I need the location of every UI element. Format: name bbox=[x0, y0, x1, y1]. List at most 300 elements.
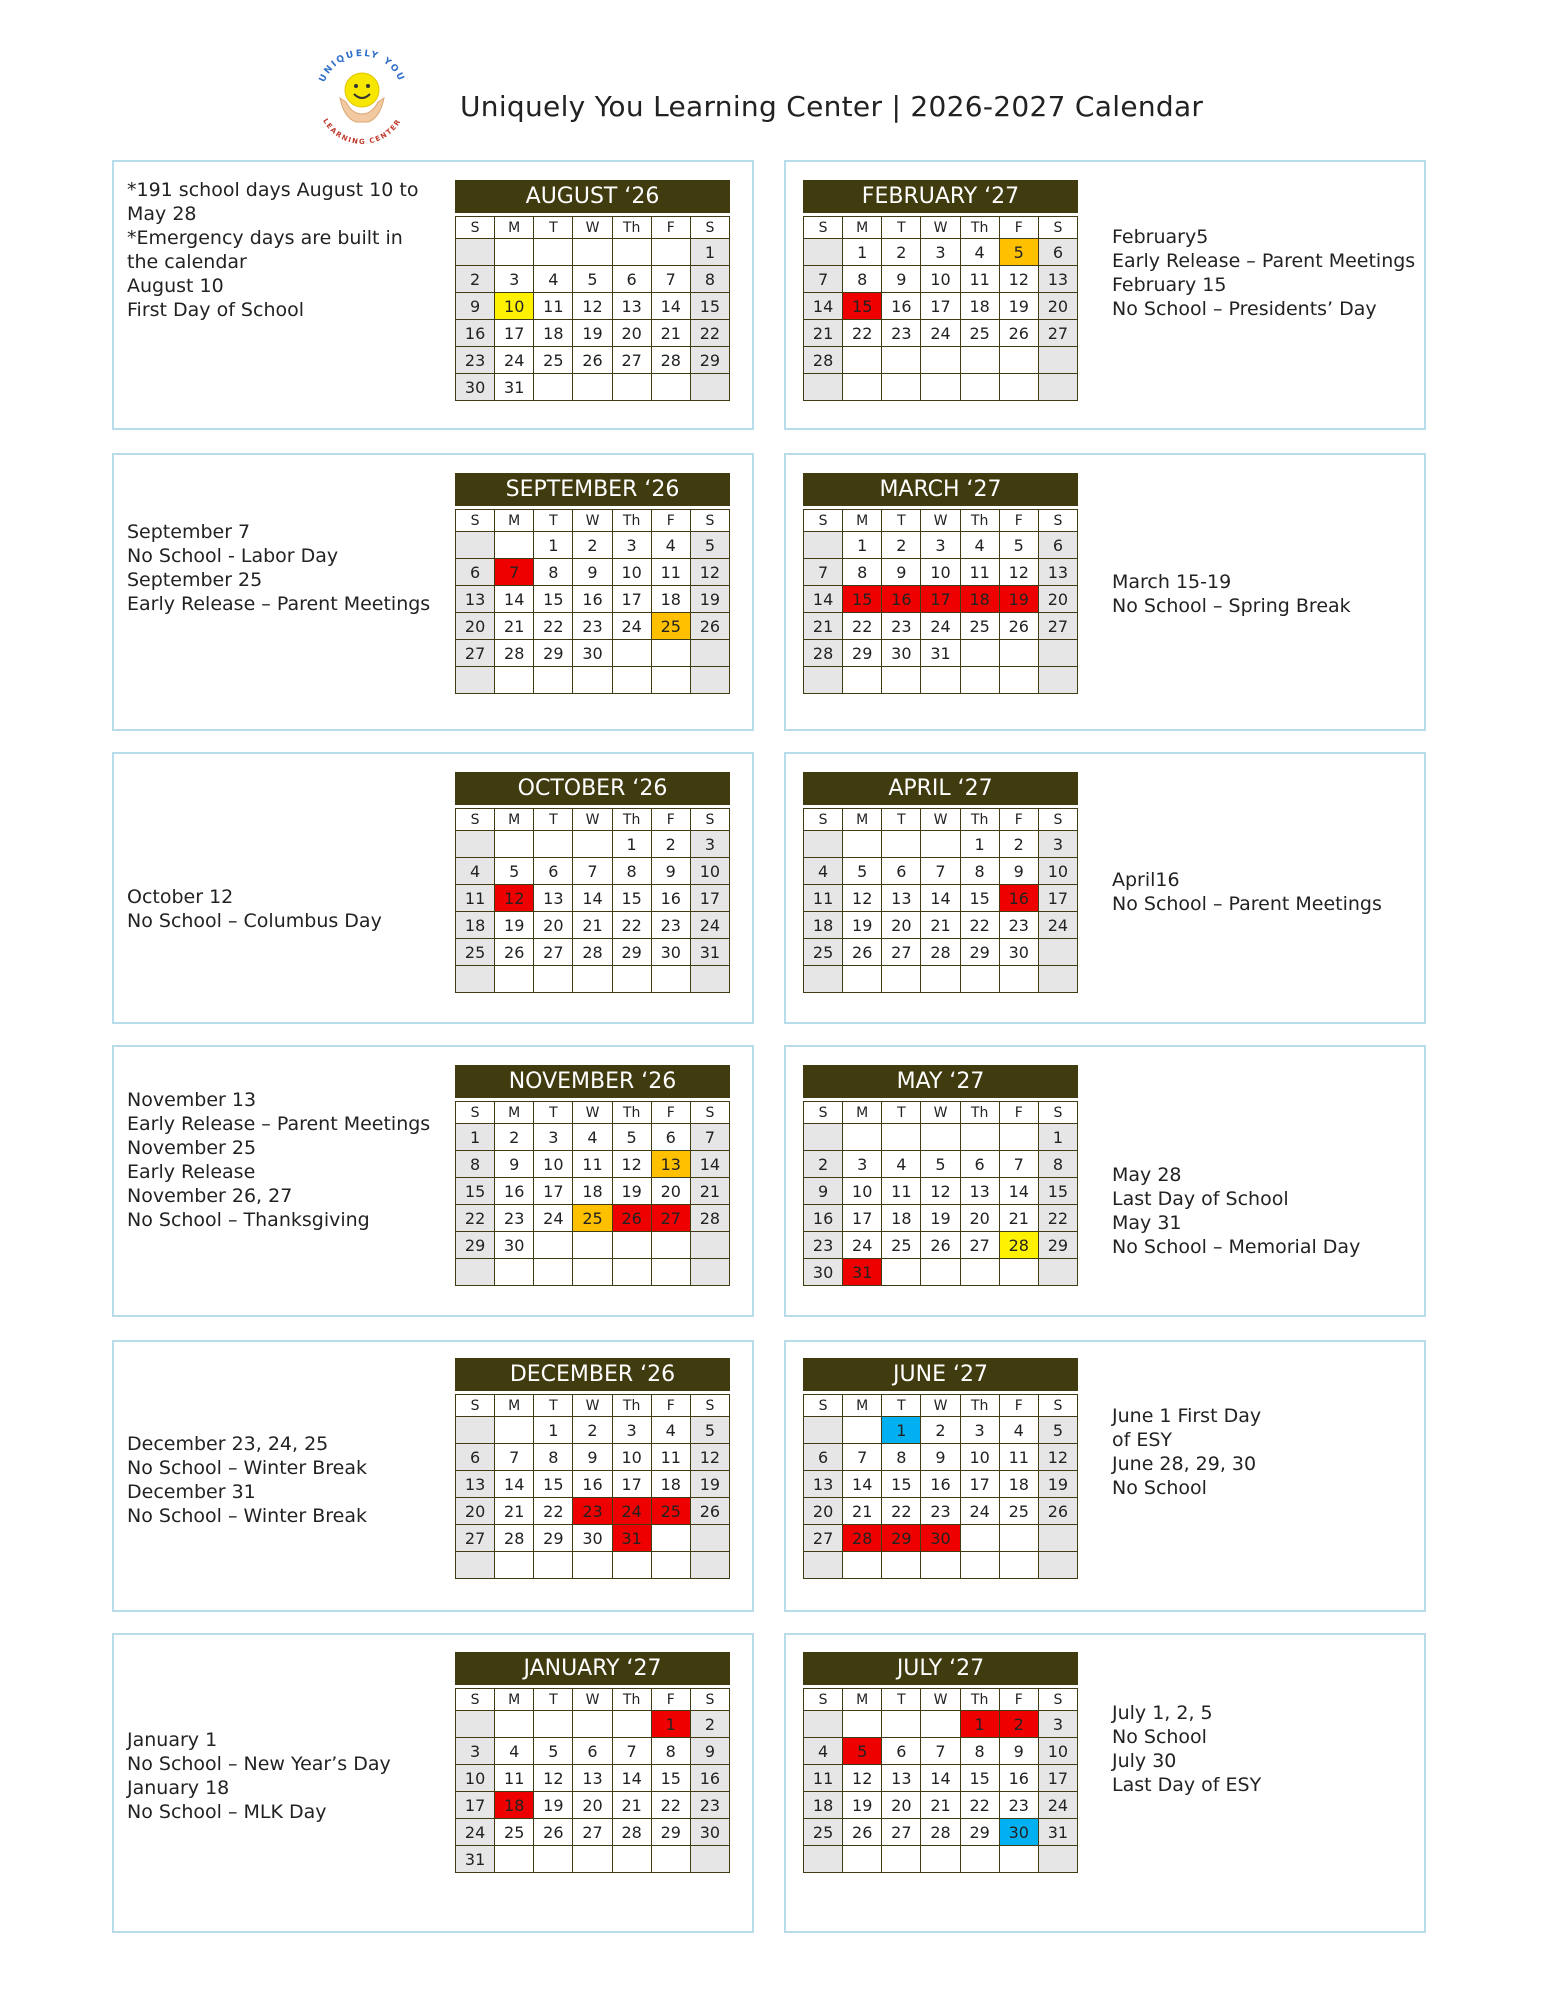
day-cell bbox=[651, 374, 690, 401]
note-line: February5 bbox=[1112, 226, 1209, 248]
weekday-label: S bbox=[1038, 1395, 1077, 1417]
week-row bbox=[456, 1417, 730, 1444]
day-cell: 10 bbox=[1038, 1738, 1077, 1765]
note-line: *Emergency days are built in bbox=[127, 227, 403, 249]
day-cell: 26 bbox=[573, 347, 612, 374]
day-cell bbox=[495, 1417, 534, 1444]
day-cell: 2 bbox=[999, 1711, 1038, 1738]
week-row bbox=[804, 1471, 1078, 1498]
day-cell bbox=[843, 1846, 882, 1873]
day-cell bbox=[573, 831, 612, 858]
day-cell bbox=[804, 1552, 843, 1579]
day-cell: 27 bbox=[573, 1819, 612, 1846]
note-line: No School – Spring Break bbox=[1112, 595, 1351, 617]
day-cell bbox=[843, 966, 882, 993]
weekday-header-row bbox=[456, 809, 730, 831]
weekday-label: M bbox=[843, 1102, 882, 1124]
day-cell bbox=[573, 1259, 612, 1286]
day-cell: 24 bbox=[612, 613, 651, 640]
weekday-label: T bbox=[534, 1102, 573, 1124]
day-cell bbox=[573, 1552, 612, 1579]
week-row bbox=[804, 1552, 1078, 1579]
day-cell bbox=[456, 1711, 495, 1738]
day-cell: 6 bbox=[882, 858, 921, 885]
month-notes bbox=[1112, 570, 1351, 618]
day-cell: 19 bbox=[612, 1178, 651, 1205]
day-cell: 8 bbox=[534, 1444, 573, 1471]
day-cell: 9 bbox=[999, 1738, 1038, 1765]
day-cell bbox=[999, 347, 1038, 374]
day-cell: 5 bbox=[921, 1151, 960, 1178]
weekday-label: Th bbox=[612, 217, 651, 239]
day-cell: 20 bbox=[960, 1205, 999, 1232]
day-cell: 2 bbox=[804, 1151, 843, 1178]
day-cell: 21 bbox=[843, 1498, 882, 1525]
day-cell: 3 bbox=[843, 1151, 882, 1178]
day-cell: 29 bbox=[960, 939, 999, 966]
week-row bbox=[804, 320, 1078, 347]
weekday-label: M bbox=[843, 217, 882, 239]
day-cell bbox=[690, 1232, 729, 1259]
day-cell bbox=[1038, 667, 1077, 694]
day-cell bbox=[1038, 347, 1077, 374]
day-cell: 17 bbox=[960, 1471, 999, 1498]
day-cell: 24 bbox=[1038, 912, 1077, 939]
weekday-header-row bbox=[804, 1395, 1078, 1417]
note-line: October 12 bbox=[127, 886, 234, 908]
day-cell: 18 bbox=[495, 1792, 534, 1819]
week-row bbox=[804, 1738, 1078, 1765]
weekday-header-row bbox=[804, 1102, 1078, 1124]
week-row bbox=[456, 640, 730, 667]
note-line: No School – Columbus Day bbox=[127, 910, 382, 932]
note-line: the calendar bbox=[127, 251, 247, 273]
day-cell: 5 bbox=[690, 1417, 729, 1444]
week-row bbox=[804, 347, 1078, 374]
day-cell: 7 bbox=[495, 559, 534, 586]
day-cell: 1 bbox=[882, 1417, 921, 1444]
day-cell bbox=[534, 831, 573, 858]
day-cell: 11 bbox=[804, 885, 843, 912]
day-cell bbox=[573, 1846, 612, 1873]
day-cell bbox=[573, 1232, 612, 1259]
day-cell: 27 bbox=[1038, 613, 1077, 640]
week-row bbox=[804, 667, 1078, 694]
day-cell: 15 bbox=[651, 1765, 690, 1792]
logo-top-text: UNIQUELY YOU bbox=[317, 48, 407, 84]
day-cell: 22 bbox=[651, 1792, 690, 1819]
weekday-label: M bbox=[495, 809, 534, 831]
day-cell bbox=[651, 667, 690, 694]
day-cell: 13 bbox=[456, 586, 495, 613]
day-cell: 11 bbox=[882, 1178, 921, 1205]
day-cell: 12 bbox=[1038, 1444, 1077, 1471]
week-row bbox=[804, 912, 1078, 939]
day-cell: 14 bbox=[921, 885, 960, 912]
weekday-header-row bbox=[456, 1689, 730, 1711]
month-calendar bbox=[455, 1358, 730, 1579]
note-line: July 1, 2, 5 bbox=[1112, 1702, 1213, 1724]
week-row bbox=[804, 1124, 1078, 1151]
day-cell: 28 bbox=[573, 939, 612, 966]
weekday-label: S bbox=[456, 217, 495, 239]
day-cell bbox=[612, 1711, 651, 1738]
week-row bbox=[456, 1711, 730, 1738]
day-cell bbox=[804, 374, 843, 401]
day-cell: 14 bbox=[651, 293, 690, 320]
week-row bbox=[456, 293, 730, 320]
day-cell: 26 bbox=[843, 939, 882, 966]
day-cell: 22 bbox=[843, 613, 882, 640]
day-cell: 23 bbox=[456, 347, 495, 374]
week-row bbox=[456, 559, 730, 586]
day-cell: 27 bbox=[651, 1205, 690, 1232]
note-line: May 28 bbox=[127, 203, 197, 225]
day-cell: 20 bbox=[882, 912, 921, 939]
day-cell: 22 bbox=[612, 912, 651, 939]
day-cell: 25 bbox=[456, 939, 495, 966]
weekday-label: S bbox=[690, 1395, 729, 1417]
day-cell: 8 bbox=[960, 1738, 999, 1765]
day-cell: 15 bbox=[1038, 1178, 1077, 1205]
weekday-label: F bbox=[651, 217, 690, 239]
day-cell: 7 bbox=[690, 1124, 729, 1151]
day-cell: 14 bbox=[999, 1178, 1038, 1205]
month-calendar bbox=[803, 180, 1078, 401]
weekday-label: F bbox=[651, 809, 690, 831]
note-line: No School – Winter Break bbox=[127, 1457, 367, 1479]
day-cell: 16 bbox=[651, 885, 690, 912]
week-row bbox=[456, 667, 730, 694]
day-cell: 14 bbox=[804, 293, 843, 320]
weekday-label: S bbox=[690, 217, 729, 239]
day-cell: 6 bbox=[1038, 239, 1077, 266]
day-cell: 25 bbox=[804, 939, 843, 966]
day-cell bbox=[690, 966, 729, 993]
day-cell: 30 bbox=[573, 1525, 612, 1552]
weekday-header-row bbox=[804, 1689, 1078, 1711]
day-cell: 10 bbox=[612, 1444, 651, 1471]
day-cell: 10 bbox=[921, 559, 960, 586]
day-cell bbox=[456, 239, 495, 266]
day-cell: 21 bbox=[804, 613, 843, 640]
weekday-label: S bbox=[690, 510, 729, 532]
day-cell: 30 bbox=[921, 1525, 960, 1552]
day-cell bbox=[960, 1525, 999, 1552]
month-title: DECEMBER ‘26 bbox=[455, 1358, 730, 1391]
day-cell: 31 bbox=[612, 1525, 651, 1552]
day-cell: 9 bbox=[804, 1178, 843, 1205]
day-cell bbox=[882, 1552, 921, 1579]
day-cell: 20 bbox=[882, 1792, 921, 1819]
day-cell bbox=[804, 667, 843, 694]
note-line: of ESY bbox=[1112, 1429, 1173, 1451]
day-cell: 11 bbox=[960, 266, 999, 293]
week-row bbox=[456, 1124, 730, 1151]
day-cell: 30 bbox=[999, 939, 1038, 966]
weekday-label: M bbox=[495, 510, 534, 532]
day-cell: 25 bbox=[999, 1498, 1038, 1525]
weekday-label: T bbox=[534, 510, 573, 532]
day-cell: 10 bbox=[690, 858, 729, 885]
day-cell: 3 bbox=[921, 532, 960, 559]
day-cell: 26 bbox=[612, 1205, 651, 1232]
day-cell: 9 bbox=[573, 1444, 612, 1471]
day-cell: 28 bbox=[921, 939, 960, 966]
day-cell bbox=[804, 831, 843, 858]
day-cell bbox=[534, 239, 573, 266]
week-row bbox=[804, 1498, 1078, 1525]
day-cell bbox=[843, 831, 882, 858]
day-cell bbox=[1038, 1525, 1077, 1552]
weekday-label: Th bbox=[960, 510, 999, 532]
day-cell: 24 bbox=[960, 1498, 999, 1525]
day-cell bbox=[843, 1711, 882, 1738]
week-row bbox=[804, 1444, 1078, 1471]
day-cell: 4 bbox=[804, 858, 843, 885]
day-cell bbox=[804, 966, 843, 993]
day-cell bbox=[612, 1552, 651, 1579]
week-row bbox=[456, 939, 730, 966]
note-line: No School – New Year’s Day bbox=[127, 1753, 391, 1775]
day-cell: 30 bbox=[999, 1819, 1038, 1846]
day-cell: 21 bbox=[921, 912, 960, 939]
month-title: OCTOBER ‘26 bbox=[455, 772, 730, 805]
day-cell: 22 bbox=[960, 1792, 999, 1819]
day-cell bbox=[999, 1552, 1038, 1579]
page-title: Uniquely You Learning Center | 2026-2027 Calendar bbox=[460, 90, 1204, 123]
day-cell: 20 bbox=[456, 613, 495, 640]
week-row bbox=[804, 613, 1078, 640]
day-cell bbox=[921, 831, 960, 858]
day-cell bbox=[456, 1552, 495, 1579]
day-cell: 28 bbox=[651, 347, 690, 374]
day-cell: 23 bbox=[999, 912, 1038, 939]
day-cell: 15 bbox=[960, 1765, 999, 1792]
note-line: February 15 bbox=[1112, 274, 1227, 296]
day-cell bbox=[882, 1124, 921, 1151]
day-cell: 17 bbox=[612, 1471, 651, 1498]
day-cell: 18 bbox=[651, 1471, 690, 1498]
weekday-label: T bbox=[534, 217, 573, 239]
weekday-label: Th bbox=[612, 510, 651, 532]
weekday-label: F bbox=[999, 1102, 1038, 1124]
day-cell: 13 bbox=[456, 1471, 495, 1498]
day-cell bbox=[612, 966, 651, 993]
month-title: MARCH ‘27 bbox=[803, 473, 1078, 506]
month-calendar bbox=[803, 1358, 1078, 1579]
day-cell: 6 bbox=[882, 1738, 921, 1765]
day-cell: 16 bbox=[999, 885, 1038, 912]
day-cell: 12 bbox=[612, 1151, 651, 1178]
week-row bbox=[456, 613, 730, 640]
day-cell bbox=[921, 374, 960, 401]
day-cell: 7 bbox=[495, 1444, 534, 1471]
day-cell: 4 bbox=[495, 1738, 534, 1765]
month-calendar bbox=[803, 473, 1078, 694]
day-cell: 22 bbox=[960, 912, 999, 939]
day-cell: 19 bbox=[1038, 1471, 1077, 1498]
weekday-header-row bbox=[456, 217, 730, 239]
day-cell: 26 bbox=[1038, 1498, 1077, 1525]
day-cell: 15 bbox=[534, 586, 573, 613]
weekday-label: M bbox=[843, 809, 882, 831]
day-cell: 3 bbox=[1038, 1711, 1077, 1738]
day-cell bbox=[921, 1124, 960, 1151]
day-cell: 17 bbox=[1038, 1765, 1077, 1792]
day-cell: 4 bbox=[804, 1738, 843, 1765]
day-cell: 12 bbox=[690, 1444, 729, 1471]
day-cell: 17 bbox=[534, 1178, 573, 1205]
weekday-label: Th bbox=[612, 1689, 651, 1711]
day-cell: 16 bbox=[882, 586, 921, 613]
day-cell: 5 bbox=[690, 532, 729, 559]
day-cell: 21 bbox=[495, 613, 534, 640]
day-cell: 17 bbox=[690, 885, 729, 912]
day-cell: 10 bbox=[1038, 858, 1077, 885]
day-cell bbox=[921, 1711, 960, 1738]
month-calendar bbox=[455, 1065, 730, 1286]
weekday-label: T bbox=[882, 510, 921, 532]
day-cell: 5 bbox=[1038, 1417, 1077, 1444]
day-cell: 9 bbox=[882, 266, 921, 293]
weekday-label: S bbox=[804, 1395, 843, 1417]
day-cell bbox=[804, 1846, 843, 1873]
day-cell bbox=[999, 667, 1038, 694]
day-cell: 6 bbox=[651, 1124, 690, 1151]
weekday-label: S bbox=[804, 217, 843, 239]
day-cell: 25 bbox=[960, 613, 999, 640]
weekday-label: T bbox=[882, 1395, 921, 1417]
day-cell: 14 bbox=[573, 885, 612, 912]
day-cell: 9 bbox=[573, 559, 612, 586]
note-line: First Day of School bbox=[127, 299, 305, 321]
day-cell: 22 bbox=[690, 320, 729, 347]
day-cell bbox=[960, 374, 999, 401]
weekday-label: W bbox=[573, 510, 612, 532]
day-cell: 13 bbox=[1038, 266, 1077, 293]
day-cell: 23 bbox=[495, 1205, 534, 1232]
weekday-header-row bbox=[456, 1102, 730, 1124]
month-title: AUGUST ‘26 bbox=[455, 180, 730, 213]
day-cell bbox=[1038, 966, 1077, 993]
day-cell bbox=[843, 1417, 882, 1444]
day-cell: 6 bbox=[456, 559, 495, 586]
note-line: Early Release – Parent Meetings bbox=[127, 593, 431, 615]
month-notes bbox=[127, 1432, 367, 1528]
day-cell bbox=[690, 1846, 729, 1873]
day-cell: 23 bbox=[573, 613, 612, 640]
day-cell: 14 bbox=[843, 1471, 882, 1498]
day-cell: 21 bbox=[495, 1498, 534, 1525]
day-cell bbox=[804, 1711, 843, 1738]
week-row bbox=[804, 1178, 1078, 1205]
day-cell: 6 bbox=[804, 1444, 843, 1471]
day-cell bbox=[495, 1711, 534, 1738]
day-cell: 10 bbox=[921, 266, 960, 293]
day-cell: 28 bbox=[495, 1525, 534, 1552]
day-cell: 22 bbox=[843, 320, 882, 347]
smiley-icon bbox=[345, 73, 379, 107]
month-notes bbox=[1112, 1163, 1360, 1259]
week-row bbox=[804, 239, 1078, 266]
day-cell: 28 bbox=[495, 640, 534, 667]
day-cell: 27 bbox=[612, 347, 651, 374]
day-cell bbox=[921, 347, 960, 374]
note-line: November 25 bbox=[127, 1137, 257, 1159]
day-cell: 29 bbox=[612, 939, 651, 966]
day-cell: 21 bbox=[573, 912, 612, 939]
day-cell bbox=[882, 347, 921, 374]
day-cell bbox=[456, 831, 495, 858]
week-row bbox=[456, 532, 730, 559]
note-line: May 31 bbox=[1112, 1212, 1182, 1234]
day-cell bbox=[1038, 1846, 1077, 1873]
day-cell: 1 bbox=[651, 1711, 690, 1738]
day-cell: 15 bbox=[534, 1471, 573, 1498]
day-cell: 23 bbox=[573, 1498, 612, 1525]
day-cell: 17 bbox=[1038, 885, 1077, 912]
note-line: November 13 bbox=[127, 1089, 257, 1111]
week-row bbox=[456, 239, 730, 266]
day-cell: 19 bbox=[843, 1792, 882, 1819]
weekday-label: M bbox=[495, 217, 534, 239]
day-cell bbox=[882, 966, 921, 993]
day-cell bbox=[534, 966, 573, 993]
day-cell: 1 bbox=[456, 1124, 495, 1151]
month-calendar bbox=[803, 1065, 1078, 1286]
week-row bbox=[804, 1151, 1078, 1178]
day-cell: 19 bbox=[843, 912, 882, 939]
week-row bbox=[804, 966, 1078, 993]
day-cell: 11 bbox=[651, 559, 690, 586]
day-cell: 20 bbox=[573, 1792, 612, 1819]
day-cell: 9 bbox=[999, 858, 1038, 885]
week-row bbox=[456, 885, 730, 912]
day-cell bbox=[882, 1711, 921, 1738]
day-cell bbox=[534, 1552, 573, 1579]
day-cell: 8 bbox=[1038, 1151, 1077, 1178]
week-row bbox=[456, 374, 730, 401]
weekday-label: S bbox=[456, 510, 495, 532]
weekday-label: M bbox=[843, 1395, 882, 1417]
weekday-label: M bbox=[495, 1689, 534, 1711]
weekday-label: Th bbox=[960, 809, 999, 831]
day-cell: 10 bbox=[495, 293, 534, 320]
note-line: No School - Labor Day bbox=[127, 545, 339, 567]
day-cell bbox=[495, 239, 534, 266]
day-cell bbox=[1038, 939, 1077, 966]
week-row bbox=[456, 347, 730, 374]
day-cell: 27 bbox=[804, 1525, 843, 1552]
day-cell: 2 bbox=[495, 1124, 534, 1151]
day-cell: 12 bbox=[690, 559, 729, 586]
day-cell: 25 bbox=[573, 1205, 612, 1232]
day-cell: 12 bbox=[999, 559, 1038, 586]
week-row bbox=[456, 1552, 730, 1579]
day-cell bbox=[882, 374, 921, 401]
day-cell: 26 bbox=[999, 613, 1038, 640]
day-cell bbox=[804, 1417, 843, 1444]
month-calendar bbox=[455, 772, 730, 993]
weekday-label: F bbox=[999, 1395, 1038, 1417]
day-cell: 13 bbox=[960, 1178, 999, 1205]
day-cell: 14 bbox=[690, 1151, 729, 1178]
day-cell bbox=[804, 1124, 843, 1151]
day-cell bbox=[960, 667, 999, 694]
day-cell: 18 bbox=[456, 912, 495, 939]
day-cell: 10 bbox=[843, 1178, 882, 1205]
